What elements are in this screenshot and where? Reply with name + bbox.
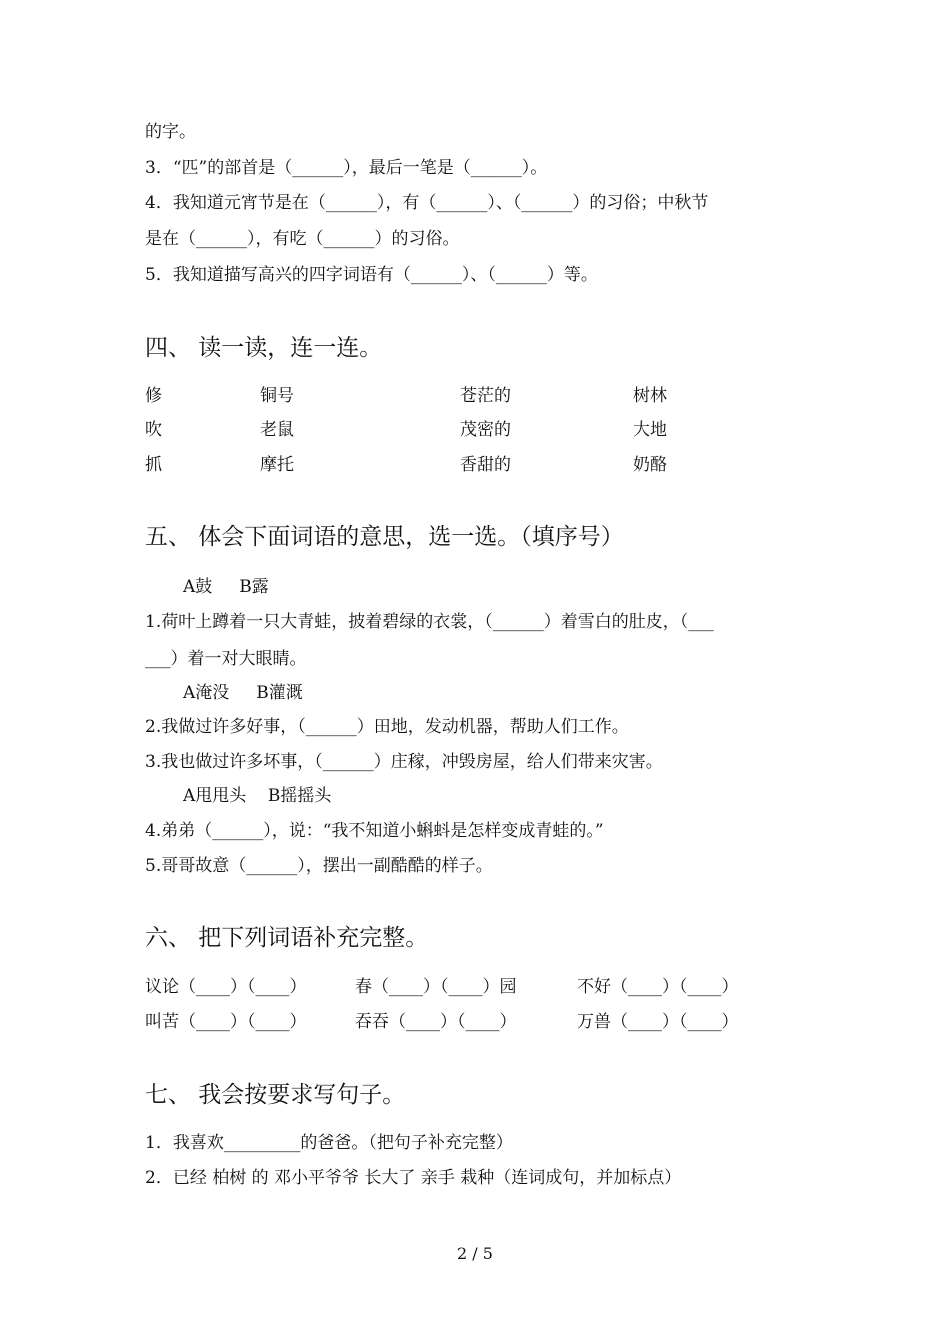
match-word: 抓 bbox=[145, 455, 162, 475]
fill-word: 议论（____）（____） bbox=[145, 977, 307, 997]
match-word: 树林 bbox=[633, 386, 667, 406]
question-4: 4.弟弟（______），说：“我不知道小蝌蚪是怎样变成青蛙的。” bbox=[145, 821, 604, 841]
page-number: 2 / 5 bbox=[457, 1244, 493, 1263]
match-word: 茂密的 bbox=[460, 420, 511, 440]
fill-word: 叫苦（____）（____） bbox=[145, 1012, 307, 1032]
question-2: 2.我做过许多好事，（______）田地，发动机器，帮助人们工作。 bbox=[145, 717, 629, 737]
match-word: 修 bbox=[145, 386, 162, 406]
question-4-line1: 4．我知道元宵节是在（______），有（______）、（______）的习俗；中秋节 bbox=[145, 193, 709, 213]
fill-word: 不好（____）（____） bbox=[577, 977, 739, 997]
fill-word: 春（____）（____）园 bbox=[355, 977, 517, 997]
option-line: A鼓 B露 bbox=[183, 577, 269, 597]
question-2: 2．已经 柏树 的 邓小平爷爷 长大了 亲手 栽种（连词成句，并加标点） bbox=[145, 1168, 682, 1188]
section-heading-7: 七、 我会按要求写句子。 bbox=[145, 1082, 406, 1108]
match-word: 摩托 bbox=[260, 455, 294, 475]
option-line: A淹没 B灌溉 bbox=[183, 683, 303, 703]
question-5: 5．我知道描写高兴的四字词语有（______）、（______）等。 bbox=[145, 265, 598, 285]
fill-word: 吞吞（____）（____） bbox=[355, 1012, 517, 1032]
question-3: 3.我也做过许多坏事，（______）庄稼，冲毁房屋，给人们带来灾害。 bbox=[145, 752, 663, 772]
match-word: 吹 bbox=[145, 420, 162, 440]
option-line: A甩甩头 B摇摇头 bbox=[183, 786, 332, 806]
match-word: 大地 bbox=[633, 420, 667, 440]
match-word: 铜号 bbox=[260, 386, 294, 406]
question-4-line2: 是在（______），有吃（______）的习俗。 bbox=[145, 229, 460, 249]
match-word: 奶酪 bbox=[633, 455, 667, 475]
match-word: 香甜的 bbox=[460, 455, 511, 475]
text-line: 的字。 bbox=[145, 122, 196, 142]
question-5: 5.哥哥故意（______），摆出一副酷酷的样子。 bbox=[145, 856, 493, 876]
match-word: 老鼠 bbox=[260, 420, 294, 440]
section-heading-4: 四、 读一读，连一连。 bbox=[145, 335, 383, 361]
match-word: 苍茫的 bbox=[460, 386, 511, 406]
question-1: 1．我喜欢_________的爸爸。（把句子补充完整） bbox=[145, 1133, 513, 1153]
question-1-line1: 1.荷叶上蹲着一只大青蛙，披着碧绿的衣裳，（______）着雪白的肚皮，（___ bbox=[145, 612, 714, 632]
section-heading-6: 六、 把下列词语补充完整。 bbox=[145, 925, 429, 951]
section-heading-5: 五、 体会下面词语的意思，选一选。（填序号） bbox=[145, 524, 624, 550]
fill-word: 万兽（____）（____） bbox=[577, 1012, 739, 1032]
question-1-line2: ___）着一对大眼睛。 bbox=[145, 649, 307, 669]
question-3: 3．“匹”的部首是（______），最后一笔是（______）。 bbox=[145, 158, 548, 178]
